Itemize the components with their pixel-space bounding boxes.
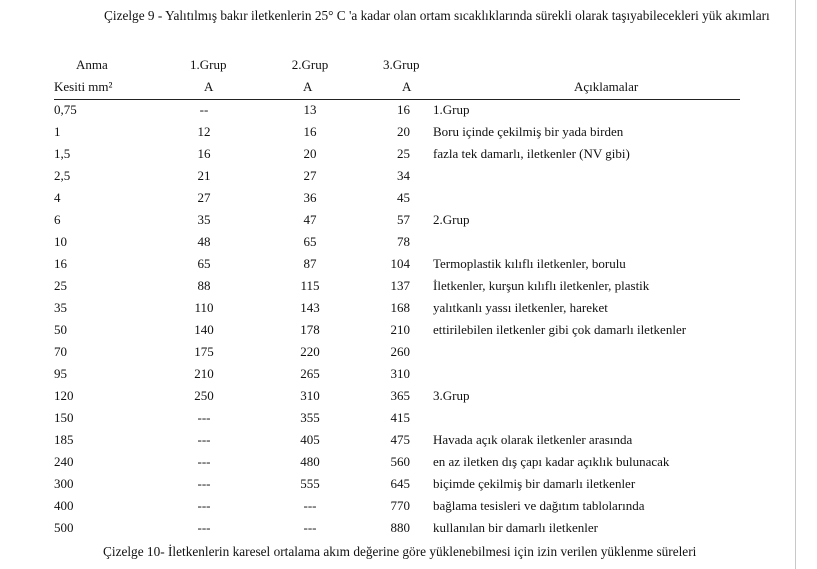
header-cell: A: [204, 79, 214, 94]
cell-aciklama: yalıtkanlı yassı iletkenler, hareket: [433, 300, 608, 315]
cell-grup3: 260: [390, 344, 410, 359]
header-cell: A: [303, 79, 313, 94]
cell-grup1: 140: [194, 322, 214, 337]
cell-grup3: 137: [390, 278, 410, 293]
table-row: [0, 187, 795, 209]
table-row: [0, 165, 795, 187]
cell-kesit: 1,5: [54, 146, 71, 161]
cell-kesit: 240: [54, 454, 74, 469]
table-caption-bottom: Çizelge 10- İletkenlerin karesel ortalama akım değerine göre yüklenebilmesi için izin verilen yüklenme süreleri: [103, 544, 697, 559]
cell-aciklama: bağlama tesisleri ve dağıtım tablolarında: [433, 498, 645, 513]
cell-grup3: 78: [397, 234, 410, 249]
cell-grup2: 555: [300, 476, 320, 491]
table-row: [0, 363, 795, 385]
header-cell: 3.Grup: [383, 57, 420, 72]
table-row: [0, 473, 795, 495]
cell-grup2: 178: [300, 322, 320, 337]
cell-grup2: 47: [303, 212, 317, 227]
cell-grup2: 16: [303, 124, 317, 139]
cell-kesit: 25: [54, 278, 67, 293]
table-row: [0, 99, 795, 121]
table-caption-top: Çizelge 9 - Yalıtılmış bakır iletkenlerin 25° C 'a kadar olan ortam sıcaklıklarında sürekli olarak taşıyabilecekleri yük akımları: [104, 8, 770, 23]
cell-grup2: ---: [303, 498, 317, 513]
cell-grup1: 21: [197, 168, 211, 183]
cell-grup2: 27: [303, 168, 317, 183]
cell-kesit: 120: [54, 388, 74, 403]
header-cell: Açıklamalar: [574, 79, 639, 94]
table-row: [0, 429, 795, 451]
cell-grup2: 265: [300, 366, 320, 381]
cell-grup3: 310: [390, 366, 410, 381]
cell-aciklama: Termoplastik kılıflı iletkenler, borulu: [433, 256, 626, 271]
table-row: [0, 143, 795, 165]
cell-grup3: 475: [390, 432, 410, 447]
cell-grup3: 365: [390, 388, 410, 403]
cell-grup2: 480: [300, 454, 320, 469]
cell-grup1: ---: [197, 476, 211, 491]
cell-kesit: 0,75: [54, 102, 77, 117]
cell-grup3: 104: [390, 256, 410, 271]
cell-grup1: 12: [197, 124, 211, 139]
cell-grup1: 250: [194, 388, 214, 403]
cell-grup1: 16: [197, 146, 211, 161]
cell-kesit: 300: [54, 476, 74, 491]
table-row: [0, 341, 795, 363]
cell-kesit: 500: [54, 520, 74, 535]
cell-grup1: 48: [197, 234, 211, 249]
table-row: [0, 407, 795, 429]
cell-grup2: ---: [303, 520, 317, 535]
cell-grup3: 645: [390, 476, 410, 491]
cell-grup1: 210: [194, 366, 214, 381]
header-cell: 1.Grup: [190, 57, 227, 72]
cell-aciklama: 1.Grup: [433, 102, 470, 117]
cell-kesit: 10: [54, 234, 67, 249]
cell-grup1: 27: [197, 190, 211, 205]
table-row: [0, 517, 795, 539]
cell-grup3: 34: [397, 168, 410, 183]
cell-grup2: 355: [300, 410, 320, 425]
cell-grup1: 175: [194, 344, 214, 359]
cell-grup2: 115: [300, 278, 320, 293]
cell-grup3: 16: [397, 102, 410, 117]
cell-kesit: 50: [54, 322, 67, 337]
cell-grup3: 880: [390, 520, 410, 535]
cell-grup3: 770: [390, 498, 410, 513]
cell-grup1: 110: [194, 300, 214, 315]
cell-aciklama: fazla tek damarlı, iletkenler (NV gibi): [433, 146, 630, 161]
table-row: [0, 275, 795, 297]
table-row: [0, 495, 795, 517]
cell-grup1: 88: [197, 278, 211, 293]
cell-aciklama: en az iletken dış çapı kadar açıklık bulunacak: [433, 454, 670, 469]
cell-kesit: 2,5: [54, 168, 71, 183]
cell-grup1: ---: [197, 498, 211, 513]
table-row: [0, 121, 795, 143]
cell-kesit: 400: [54, 498, 74, 513]
cell-kesit: 4: [54, 190, 61, 205]
cell-aciklama: kullanılan bir damarlı iletkenler: [433, 520, 598, 535]
header-cell: Kesiti mm²: [54, 79, 113, 94]
cell-grup2: 220: [300, 344, 320, 359]
cell-aciklama: ettirilebilen iletkenler gibi çok damarlı iletkenler: [433, 322, 687, 337]
cell-aciklama: 3.Grup: [433, 388, 470, 403]
cell-grup1: ---: [197, 410, 211, 425]
cell-kesit: 95: [54, 366, 67, 381]
cell-grup2: 20: [303, 146, 317, 161]
cell-grup2: 310: [300, 388, 320, 403]
cell-grup3: 560: [390, 454, 410, 469]
cell-kesit: 185: [54, 432, 74, 447]
cell-kesit: 35: [54, 300, 67, 315]
cell-kesit: 70: [54, 344, 67, 359]
cell-kesit: 6: [54, 212, 61, 227]
table-row: [0, 231, 795, 253]
table-row: [0, 319, 795, 341]
table-row: [0, 385, 795, 407]
cell-grup2: 405: [300, 432, 320, 447]
cell-aciklama: Boru içinde çekilmiş bir yada birden: [433, 124, 624, 139]
cell-grup2: 87: [303, 256, 317, 271]
cell-grup2: 65: [303, 234, 317, 249]
header-cell: A: [402, 79, 412, 94]
cell-grup3: 210: [390, 322, 410, 337]
header-cell: 2.Grup: [291, 57, 329, 72]
cell-kesit: 16: [54, 256, 67, 271]
cell-grup1: ---: [197, 432, 211, 447]
cell-grup1: --: [199, 102, 209, 117]
cell-grup2: 143: [300, 300, 320, 315]
cell-grup3: 20: [397, 124, 410, 139]
cell-grup2: 36: [303, 190, 317, 205]
viewer-gutter: [796, 0, 817, 569]
cell-aciklama: Havada açık olarak iletkenler arasında: [433, 432, 633, 447]
cell-grup1: ---: [197, 520, 211, 535]
cell-grup3: 45: [397, 190, 410, 205]
cell-aciklama: İletkenler, kurşun kılıflı iletkenler, plastik: [433, 278, 650, 293]
cell-grup1: ---: [197, 454, 211, 469]
table-row: [0, 451, 795, 473]
cell-grup1: 35: [197, 212, 211, 227]
cell-grup3: 168: [390, 300, 410, 315]
cell-grup1: 65: [197, 256, 211, 271]
cell-grup2: 13: [303, 102, 317, 117]
header-cell: Anma: [76, 57, 108, 72]
table-row: [0, 253, 795, 275]
cell-grup3: 57: [397, 212, 410, 227]
table-row: [0, 209, 795, 231]
cell-kesit: 1: [54, 124, 61, 139]
table-header-row-1: [0, 54, 795, 76]
table-row: [0, 297, 795, 319]
cell-aciklama: biçimde çekilmiş bir damarlı iletkenler: [433, 476, 636, 491]
table-header-row-2: [0, 76, 795, 98]
cell-grup3: 25: [397, 146, 410, 161]
cell-grup3: 415: [390, 410, 410, 425]
cell-aciklama: 2.Grup: [433, 212, 470, 227]
cell-kesit: 150: [54, 410, 74, 425]
